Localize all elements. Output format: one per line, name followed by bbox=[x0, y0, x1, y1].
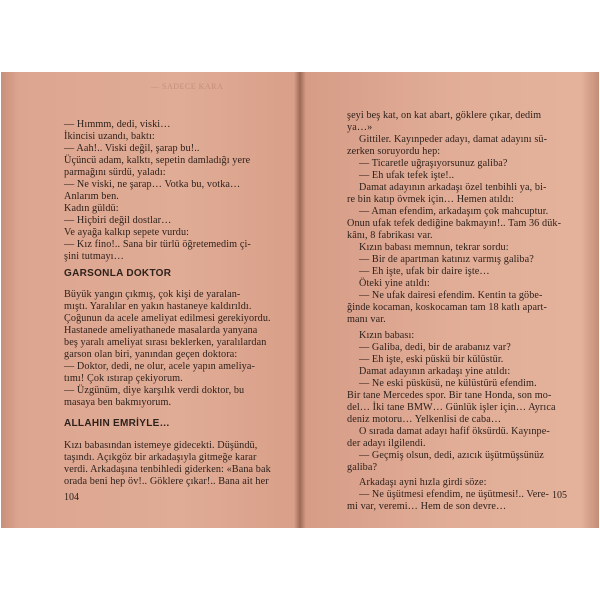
text-line: mi var, veremi… Hem de son devre… bbox=[347, 501, 507, 512]
text-line: — Eh işte, ufak bir daire işte… bbox=[359, 266, 490, 277]
text-line: del… İki tane BMW… Günlük işler için… Ayrıca bbox=[347, 402, 556, 413]
text-line: — Eh işte, eski püskü bir külüstür. bbox=[359, 354, 504, 365]
text-line: der adayı ilgilendi. bbox=[347, 438, 426, 449]
section-heading: ALLAHIN EMRİYLE… bbox=[64, 418, 170, 429]
page-number: 104 bbox=[64, 492, 79, 503]
text-line: zerken soruyordu hep: bbox=[347, 146, 441, 157]
text-line: Kızı babasından istemeye gidecekti. Düşündü, bbox=[64, 440, 258, 451]
section-heading: GARSONLA DOKTOR bbox=[64, 268, 172, 279]
text-line: Anlarım ben. bbox=[64, 191, 119, 202]
text-line: kânı, 8 fabrikası var. bbox=[347, 230, 433, 241]
text-line: Kızın babası memnun, tekrar sordu: bbox=[359, 242, 509, 253]
text-line: Bir tane Mercedes spor. Bir tane Honda, son mo- bbox=[347, 390, 552, 401]
text-line: Kızın babası: bbox=[359, 330, 415, 341]
text-line: — Aah!.. Viski değil, şarap bu!.. bbox=[64, 143, 200, 154]
text-line: — Hiçbiri değil dostlar… bbox=[64, 215, 172, 226]
text-line: mıştı. Yaralılar en yakın hastaneye kaldırıldı. bbox=[64, 301, 252, 312]
text-line: Kadın güldü: bbox=[64, 203, 119, 214]
text-line: garson olan biri, yanından geçen doktora: bbox=[64, 349, 238, 360]
text-line: İkincisi uzandı, baktı: bbox=[64, 131, 155, 142]
text-line: beş yaralı ameliyat sırası beklerken, yaralılardan bbox=[64, 337, 267, 348]
text-line: verdi. Arkadaşına tenbihledi giderken: «Bana bak bbox=[64, 464, 271, 475]
text-line: — Hımmm, dedi, viski… bbox=[64, 119, 171, 130]
text-line: — Ne eski püsküsü, ne külüstürü efendim. bbox=[359, 378, 537, 389]
text-line: orada beni hep öv!.. Göklere çıkar!.. Bana ait her bbox=[64, 476, 269, 487]
text-line: — Üzgünüm, diye karşılık verdi doktor, bu bbox=[64, 385, 245, 396]
left-page bbox=[1, 72, 299, 528]
text-line: şeyi beş kat, on kat abart, göklere çıkar, dedim bbox=[347, 110, 542, 121]
text-line: — Ne viski, ne şarap… Votka bu, votka… bbox=[64, 179, 241, 190]
text-line: O sırada damat adayı hafif öksürdü. Kayınpe- bbox=[359, 426, 550, 437]
text-line: ya…» bbox=[347, 122, 373, 133]
text-line: Hastanede ameliyathanede masalarda yanyana bbox=[64, 325, 258, 336]
text-line: re bin katıp övmek için… Hemen atıldı: bbox=[347, 194, 514, 205]
text-line: masaya ben bakmıyorum. bbox=[64, 397, 172, 408]
text-line: deniz motoru… Yelkenlisi de caba… bbox=[347, 414, 502, 425]
text-line: — Ne ufak dairesi efendim. Kentin ta göbe- bbox=[359, 290, 543, 301]
text-line: Onun ufak tefek dediğine bakmayın!.. Tam 36 dük- bbox=[347, 218, 562, 229]
page-number: 105 bbox=[552, 490, 567, 501]
text-line: Damat adayının arkadaşı yine atıldı: bbox=[359, 366, 511, 377]
text-line: — Bir de apartman katınız varmış galiba? bbox=[359, 254, 534, 265]
text-line: — Ne üşütmesi efendim, ne üşütmesi!.. Vere- bbox=[359, 489, 549, 500]
text-line: Çoğunun da acele ameliyat edilmesi gerekiyordu. bbox=[64, 313, 271, 324]
right-page bbox=[301, 72, 599, 528]
text-line: — Ticaretle uğraşıyorsunuz galiba? bbox=[359, 158, 508, 169]
text-line: — Aman efendim, arkadaşım çok mahcuptur. bbox=[359, 206, 549, 217]
text-line: — Geçmiş olsun, dedi, azıcık üşütmüşsünüz bbox=[359, 450, 544, 461]
text-line: — Kız fino!.. Sana bir türlü öğretemedim çi- bbox=[64, 239, 251, 250]
text-line: Arkadaşı ayni hızla girdi söze: bbox=[359, 477, 487, 488]
text-line: şini tutmayı… bbox=[64, 251, 124, 262]
text-line: — Eh ufak tefek işte!.. bbox=[359, 170, 455, 181]
text-line: manı var. bbox=[347, 314, 386, 325]
text-line: taşındı. Açıkgöz bir arkadaşıyla gitmeğe karar bbox=[64, 452, 257, 463]
text-line: Üçüncü adam, kalktı, sepetin damladığı yere bbox=[64, 155, 251, 166]
text-line: Gittiler. Kayınpeder adayı, damat adayını sü- bbox=[359, 134, 548, 145]
text-line: Büyük yangın çıkmış, çok kişi de yaralan- bbox=[64, 289, 241, 300]
text-line: parmağını sürdü, yaladı: bbox=[64, 167, 166, 178]
text-line: — Galiba, dedi, bir de arabanız var? bbox=[359, 342, 511, 353]
text-line: Ve ayağa kalkıp sepete vurdu: bbox=[64, 227, 190, 238]
text-line: Öteki yine atıldı: bbox=[359, 278, 430, 289]
text-line: — Doktor, dedi, ne olur, acele yapın ameliya- bbox=[64, 361, 255, 372]
bleed-through-text: — SADECE KARA bbox=[151, 82, 224, 91]
text-line: galiba? bbox=[347, 462, 378, 473]
text-line: ğinde kocaman, koskocaman tam 18 katlı apart- bbox=[347, 302, 547, 313]
text-line: Damat adayının arkadaşı özel tenbihli ya, bi- bbox=[359, 182, 547, 193]
text-line: tımı! Çok ıstırap çekiyorum. bbox=[64, 373, 183, 384]
open-book bbox=[1, 72, 599, 528]
